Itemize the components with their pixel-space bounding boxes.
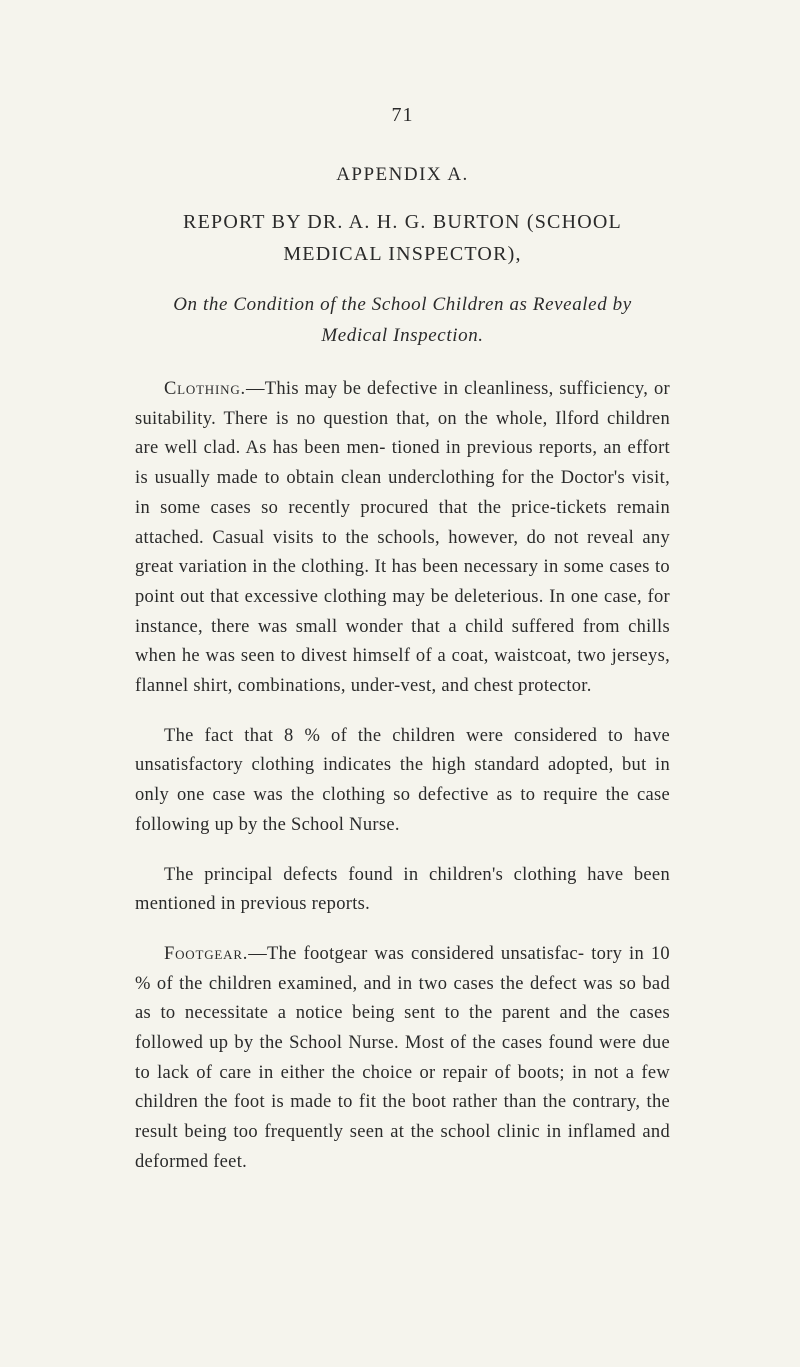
clothing-defects-paragraph: The principal defects found in children's clothing have been mentioned in previous reports.: [135, 864, 670, 915]
footgear-text: —The footgear was considered unsatisfac- tory in 10 % of the children examined, and in two cases the defect was so bad as to necessitate a notice being sent to the parent and the cases followed up by the School Nurse. Most of the cases found were due to lack of care in either the choice or repair of boots; in not a few children the foot is made to fit the boot rather than the contrary, the result being too frequently seen at the school clinic in inflamed and deformed feet.: [135, 943, 670, 1172]
report-subtitle-line-2: Medical Inspection.: [321, 325, 484, 346]
clothing-heading: Clothing.: [164, 379, 246, 399]
report-subtitle: [135, 289, 670, 351]
appendix-heading: APPENDIX A.: [336, 164, 469, 185]
footgear-heading: Footgear.: [164, 943, 249, 964]
footgear-paragraph: [135, 940, 670, 1178]
clothing-statistics-paragraph: The fact that 8 % of the children were considered to have unsatisfactory clothing indicates the high standard adopted, but in only one case was the clothing so defective as to require the case following up by the School Nurse.: [135, 725, 670, 835]
report-subtitle-line-1: On the Condition of the School Children as Revealed by: [173, 294, 632, 315]
report-title: [135, 206, 670, 270]
clothing-text: —This may be defective in cleanliness, sufficiency, or suitability. There is no question that, on the whole, Ilford children are well clad. As has been men- tioned in previous reports, an effort is usually made to obtain clean underclothing for the Doctor's visit, in some cases so recently procured that the price-tickets remain attached. Casual visits to the schools, however, do not reveal any great variation in the clothing. It has been necessary in some cases to point out that excessive clothing may be deleterious. In one case, for instance, there was small wonder that a child suffered from chills when he was seen to divest himself of a coat, waistcoat, two jerseys, flannel shirt, combinations, under-vest, and chest protector.: [135, 379, 670, 697]
clothing-paragraph: [135, 375, 670, 702]
report-title-line-2: MEDICAL INSPECTOR),: [283, 243, 522, 265]
page-number: 71: [391, 104, 414, 126]
report-title-line-1: REPORT BY DR. A. H. G. BURTON (SCHOOL: [183, 211, 622, 233]
